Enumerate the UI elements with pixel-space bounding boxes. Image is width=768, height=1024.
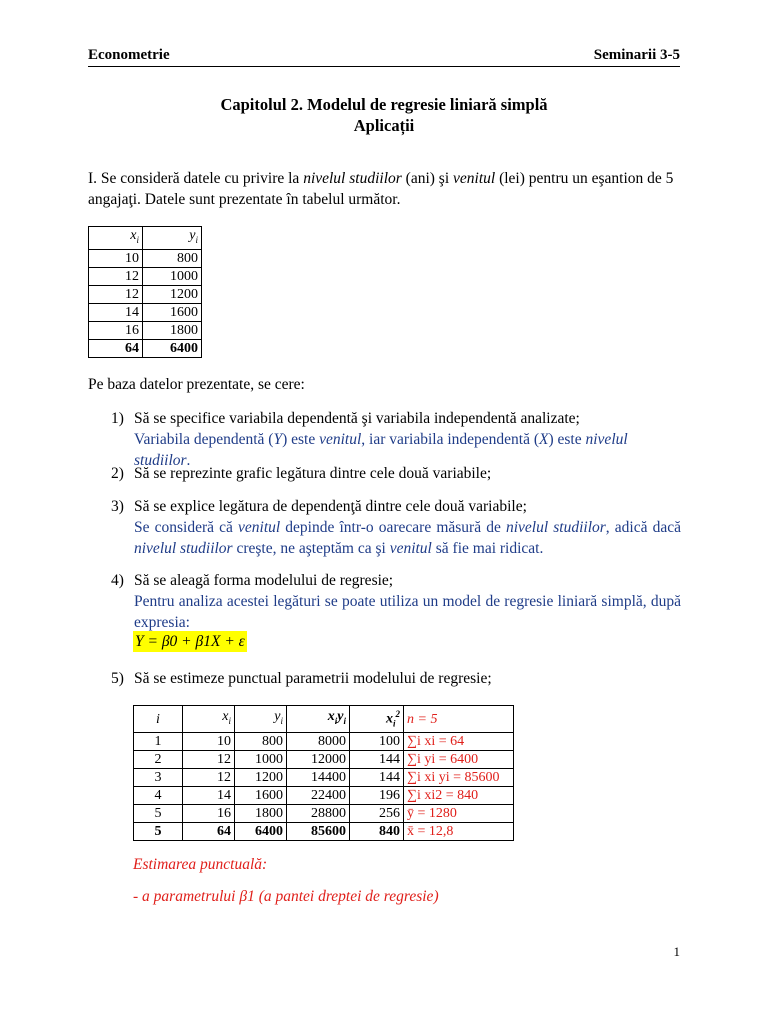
table-row: 2 12 1000 12000 144 ∑i yi = 6400: [134, 751, 514, 769]
table-row: 14 1600: [89, 303, 202, 321]
header-i: i: [134, 706, 183, 733]
intro-paragraph: [88, 168, 680, 210]
requirements-intro: Pe baza datelor prezentate, se cere:: [88, 376, 305, 393]
table-row: 12 1000: [89, 267, 202, 285]
table-total-row: 5 64 6400 85600 840 x̄ = 12,8: [134, 823, 514, 841]
estimate-item-beta1: - a parametrului β1 (a pantei dreptei de regresie): [133, 888, 439, 905]
requirement-1-question: Să se specifice variabila dependentă şi variabila independentă analizate;: [134, 410, 580, 427]
requirement-1: 1) Să se specifice variabila dependentă şi variabila independentă analizate; Variabila dependentă (Y) este venitul, iar variabila independentă (X) este nivelul studiilor.: [111, 408, 681, 471]
page-number: 1: [673, 944, 680, 959]
header-yi: $y_i$: [235, 706, 287, 733]
table-row: 1 10 800 8000 100 ∑i xi = 64: [134, 733, 514, 751]
header-rule: [88, 66, 680, 67]
header-xiyi: $x_iy_i$: [287, 706, 350, 733]
requirement-5: 5) Să se estimeze punctual parametrii modelului de regresie;: [111, 668, 681, 689]
chapter-title-sub: Aplicații: [353, 116, 415, 135]
header-xi2: $x_i^2$: [350, 706, 404, 733]
intro-text-2: (ani) şi: [401, 170, 454, 187]
requirement-4: 4) Să se aleagă forma modelului de regresie; Pentru analiza acestei legături se poate utiliza un model de regresie liniară simplă, după expresia:: [111, 572, 681, 631]
page-header: [88, 47, 680, 67]
chapter-title-main: Capitolul 2. Modelul de regresie liniară simplă: [220, 95, 548, 114]
requirement-2-question: Să se reprezinte grafic legătura dintre cele două variabile;: [134, 465, 492, 482]
requirement-4-question: Să se aleagă forma modelului de regresie;: [134, 572, 394, 589]
header-seminar: Seminarii 3-5: [593, 47, 680, 63]
table-row: 16 1800: [89, 321, 202, 339]
table-row: 10 800: [89, 249, 202, 267]
chapter-title: [0, 94, 768, 136]
intro-text-1: I. Se consideră datele cu privire la: [88, 170, 304, 187]
header-n: n = 5: [404, 706, 514, 733]
requirement-3-question: Să se explice legătura de dependenţă dintre cele două variabile;: [134, 498, 527, 515]
estimate-heading: Estimarea punctuală:: [133, 856, 268, 873]
requirement-1-answer: Variabila dependentă (Y) este venitul, iar variabila independentă (X) este nivelul studiilor.: [134, 431, 628, 469]
computation-table: [133, 705, 514, 841]
requirement-3: 3) Să se explice legătura de dependenţă dintre cele două variabile; Se consideră că venitul depinde într-o oarecare măsură de nivelul studiilor, adică dacă nivelul studiilor creşte, ne aşteptăm ca şi venitul să fie mai ridicat.: [111, 498, 681, 557]
data-table-header: [89, 227, 202, 250]
data-table: [88, 226, 202, 358]
requirement-2: 2) Să se reprezinte grafic legătura dintre cele două variabile;: [111, 463, 681, 484]
intro-italic-1: nivelul studiilor: [303, 170, 402, 187]
computation-table-header: [134, 706, 514, 733]
requirement-5-question: Să se estimeze punctual parametrii modelului de regresie;: [134, 670, 492, 687]
table-row: 5 16 1800 28800 256 ȳ = 1280: [134, 805, 514, 823]
requirement-4-answer: Pentru analiza acestei legături se poate utiliza un model de regresie liniară simplă, după expresia:: [134, 593, 681, 631]
requirement-3-answer: Se consideră că venitul depinde într-o oarecare măsură de nivelul studiilor, adică dacă nivelul studiilor creşte, ne aşteptăm ca şi venitul să fie mai ridicat.: [134, 519, 681, 557]
intro-italic-2: venitul: [453, 170, 496, 187]
table-row: 12 1200: [89, 285, 202, 303]
header-course: Econometrie: [88, 47, 170, 63]
header-xi: $x_i$: [183, 706, 235, 733]
intro-text-3: (lei) pentru un eşantion de 5 angajaţi. Datele sunt prezentate în tabelul următor.: [88, 170, 674, 208]
regression-formula: Y = β0 + β1X + ε: [135, 633, 245, 650]
table-total-row: 64 6400: [89, 339, 202, 357]
header-yi: $y_i$: [143, 227, 202, 250]
table-row: 3 12 1200 14400 144 ∑i xi yi = 85600: [134, 769, 514, 787]
table-row: 4 14 1600 22400 196 ∑i xi2 = 840: [134, 787, 514, 805]
header-xi: $x_i$: [89, 227, 143, 250]
